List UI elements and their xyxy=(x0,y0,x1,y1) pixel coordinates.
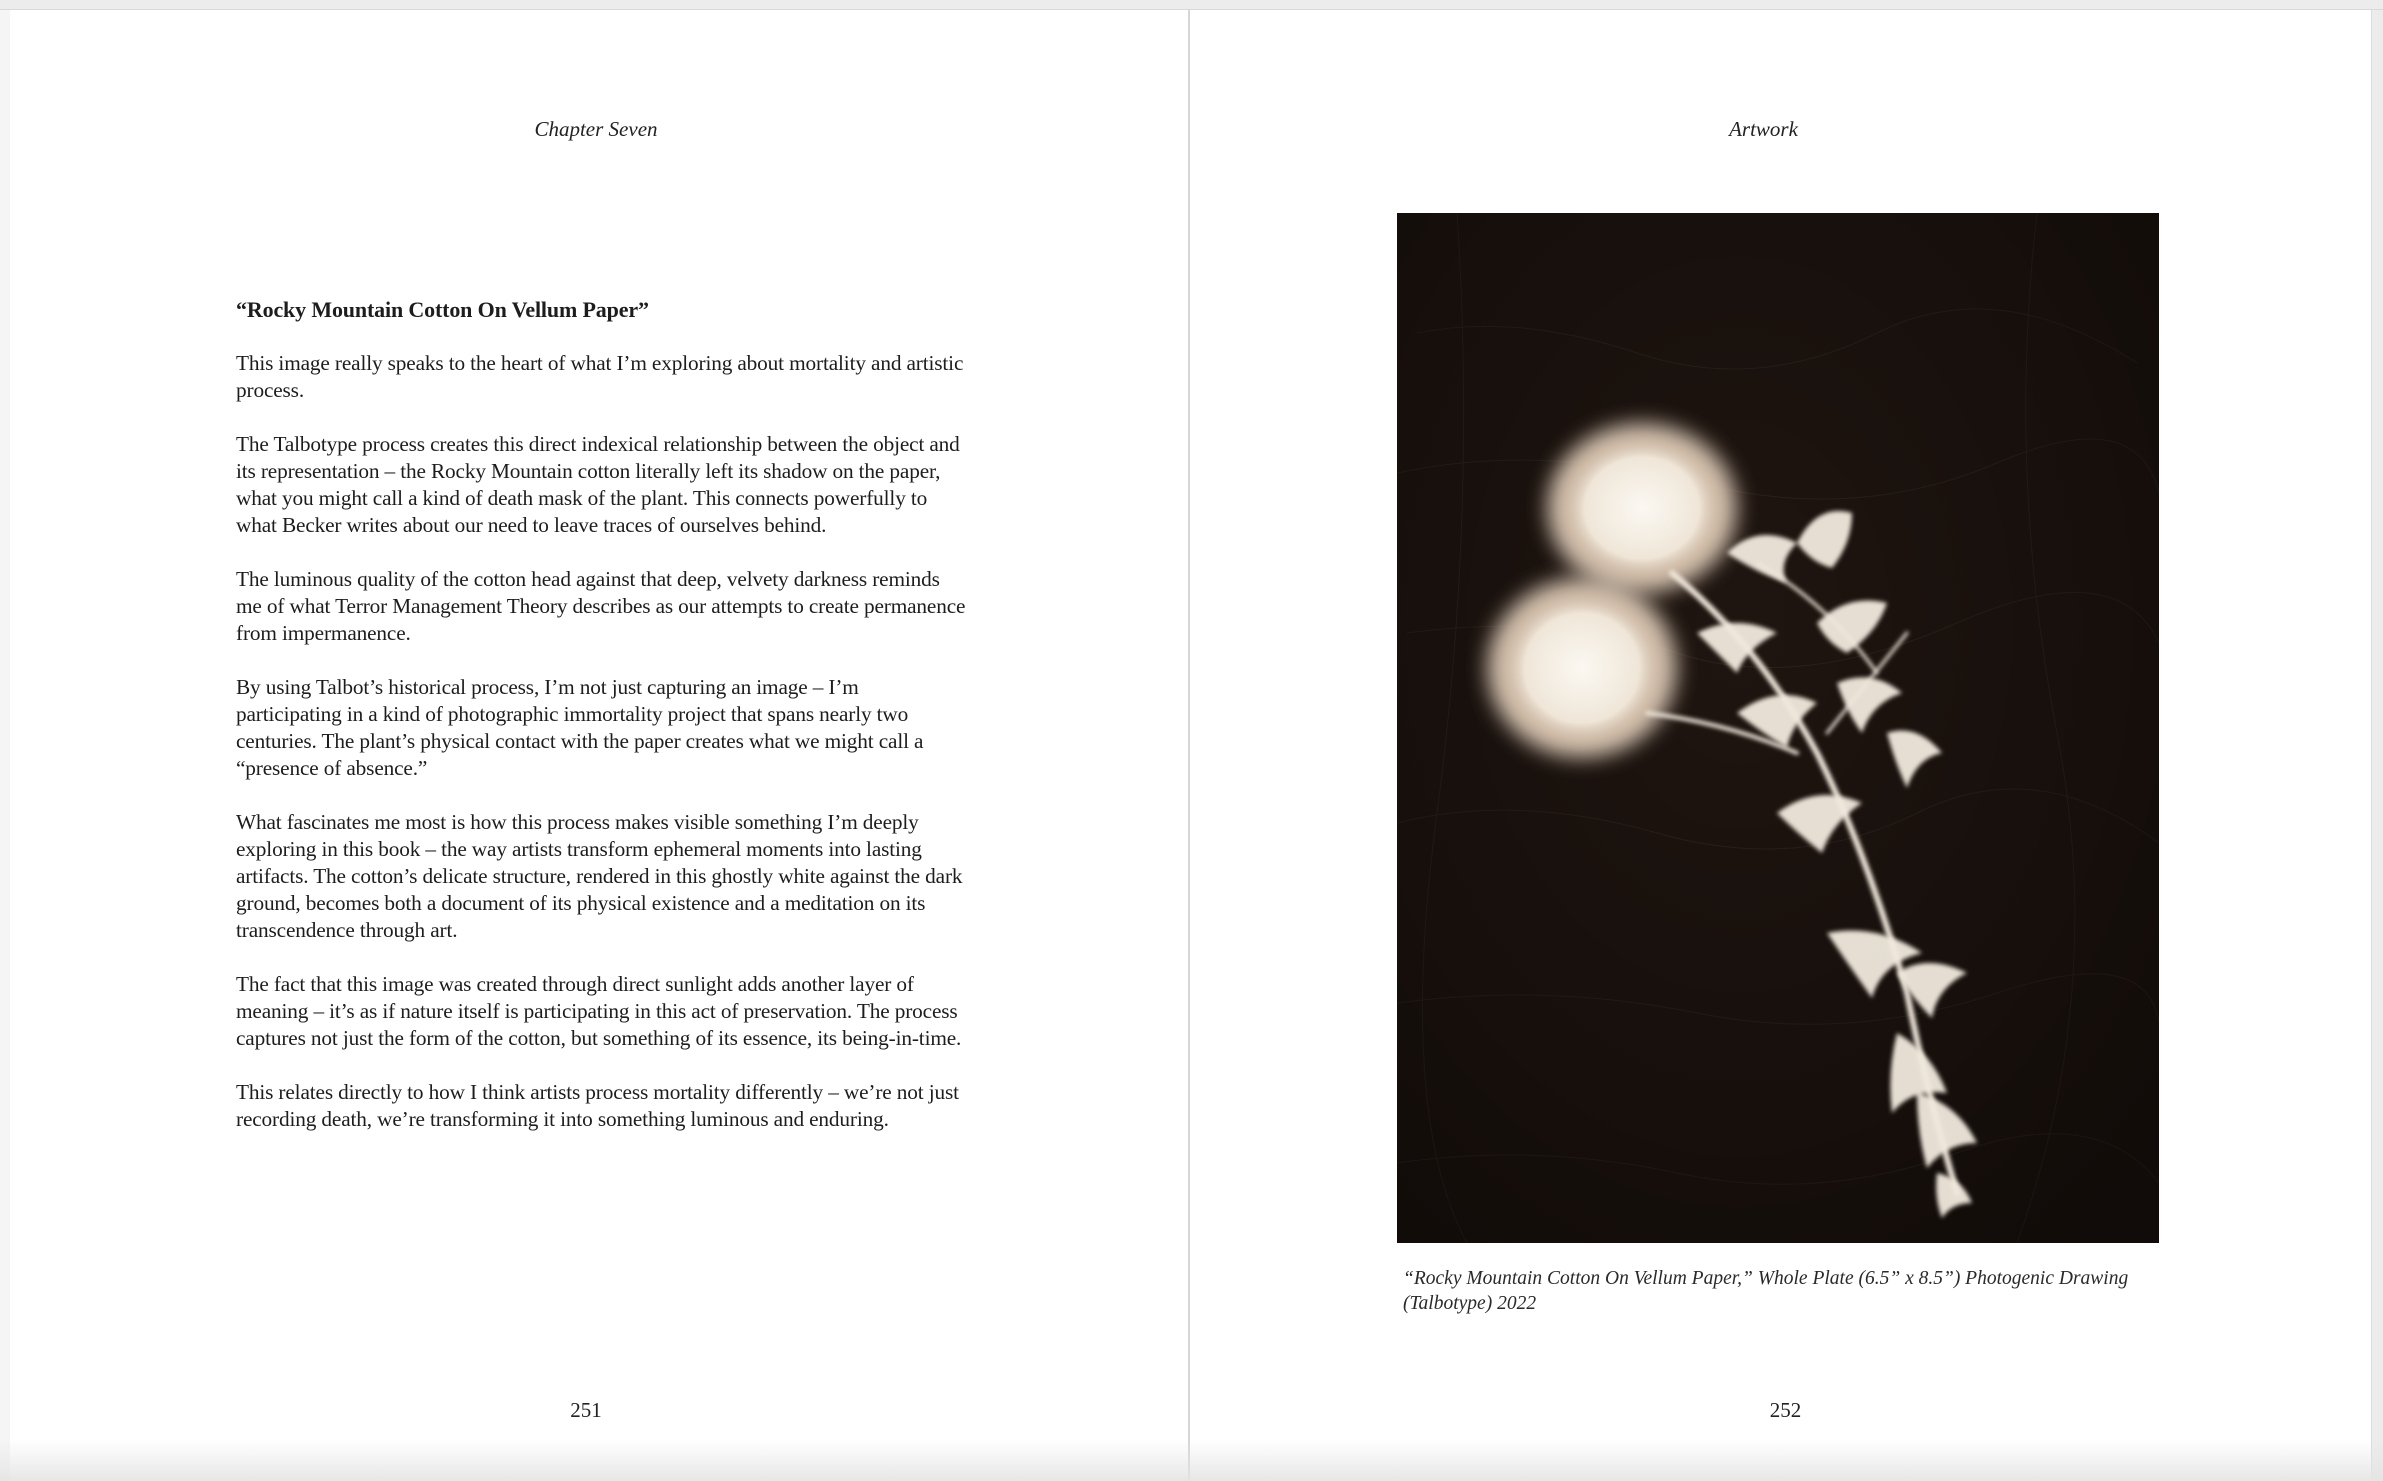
paragraph: This relates directly to how I think artists process mortality differently – we’re not just recording death, we’re transforming it into something luminous and enduring. xyxy=(236,1080,959,1131)
left-page xyxy=(10,10,1188,1481)
cotton-head-lower xyxy=(1494,584,1670,752)
artwork-image xyxy=(1397,213,2159,1243)
cotton-head-upper xyxy=(1554,430,1730,586)
paragraph: By using Talbot’s historical process, I’m not just capturing an image – I’m participating in a kind of photographic immortality project that spans nearly two centuries. The plant’s physical contact with the paper creates what we might call a “presence of absence.” xyxy=(236,675,924,780)
cotton-plant-photogram xyxy=(1397,213,2159,1243)
viewer-top-edge xyxy=(0,0,2383,10)
paragraph: The Talbotype process creates this direct indexical relationship between the object and its representation – the Rocky Mountain cotton literally left its shadow on the paper, what you might call a kind of death mask of the plant. This connects powerfully to what Becker writes about our need to leave traces of ourselves behind. xyxy=(236,432,960,537)
page-number-right: 252 xyxy=(1769,1398,1802,1422)
paragraph: What fascinates me most is how this process makes visible something I’m deeply exploring in this book – the way artists transform ephemeral moments into lasting artifacts. The cotton’s delicate structure, rendered in this ghostly white against the dark ground, becomes both a document of its physical existence and a meditation on its transcendence through art. xyxy=(236,810,963,942)
artwork-caption: “Rocky Mountain Cotton On Vellum Paper,” Whole Plate (6.5” x 8.5”) Photogenic Drawing (Talbotype) 2022 xyxy=(1403,1268,2129,1314)
body-text xyxy=(236,296,966,1160)
paragraph: This image really speaks to the heart of what I’m exploring about mortality and artistic process. xyxy=(236,351,964,402)
page-number-left: 251 xyxy=(570,1398,602,1422)
paragraph: The luminous quality of the cotton head against that deep, velvety darkness reminds me of what Terror Management Theory describes as our attempts to create permanence from impermanence. xyxy=(236,567,966,645)
right-page xyxy=(1190,10,2371,1481)
paragraph: The fact that this image was created through direct sunlight adds another layer of meaning – it’s as if nature itself is participating in this act of preservation. The process captures not just the form of the cotton, but something of its essence, its being-in-time. xyxy=(236,972,962,1050)
running-head-chapter: Chapter Seven xyxy=(534,117,658,141)
viewer-right-edge xyxy=(2371,10,2383,1481)
running-head-artwork: Artwork xyxy=(1729,117,1798,141)
artwork-title-heading: “Rocky Mountain Cotton On Vellum Paper” xyxy=(236,297,649,322)
